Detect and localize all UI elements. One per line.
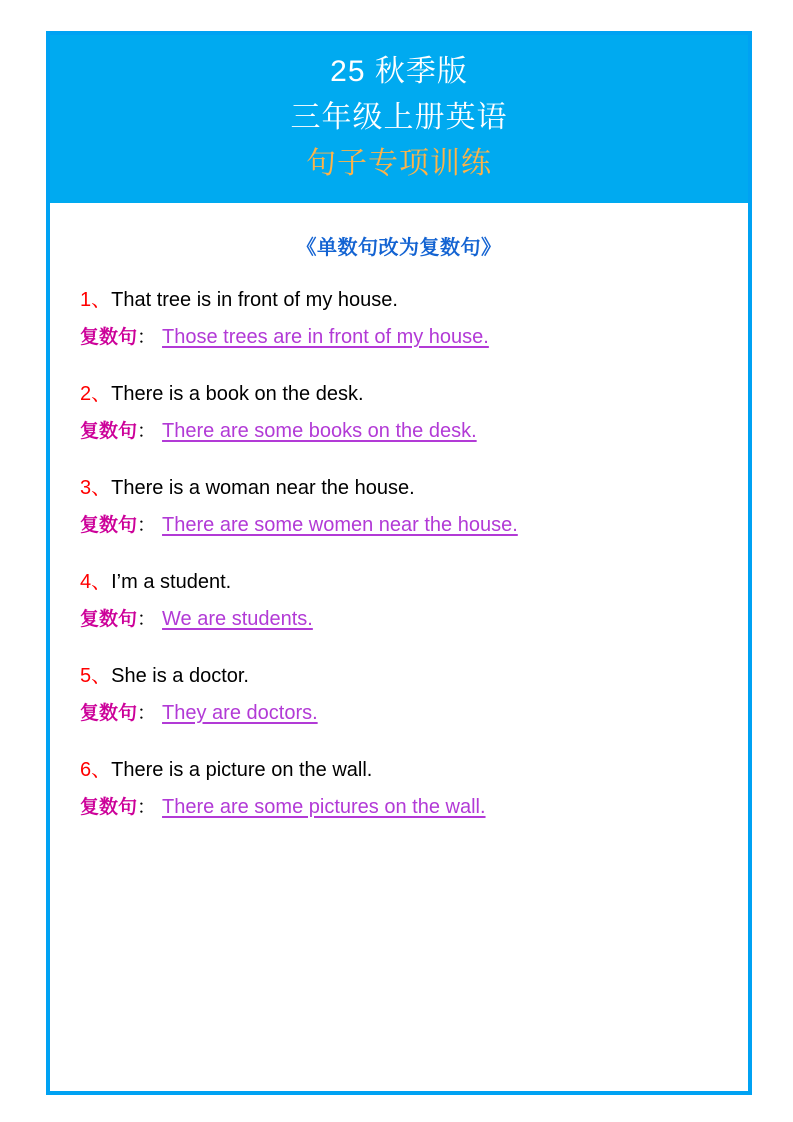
question-number: 2、	[80, 383, 112, 405]
question-text: There is a woman near the house.	[111, 477, 415, 499]
answer-colon: ：	[137, 609, 157, 630]
answer-colon: ：	[137, 327, 157, 348]
answer-text: There are some books on the desk.	[162, 420, 477, 442]
answer-text: They are doctors.	[162, 702, 318, 724]
answer-label: 复数句	[80, 327, 138, 348]
answer-label: 复数句	[80, 703, 138, 724]
answer-line	[80, 605, 718, 634]
question-number: 6、	[80, 759, 112, 781]
answer-label: 复数句	[80, 797, 138, 818]
title-line-edition: 25 秋季版	[330, 55, 468, 88]
question-number: 1、	[80, 289, 112, 311]
list-item	[80, 380, 718, 446]
answer-colon: ：	[137, 703, 157, 724]
question-text: There is a book on the desk.	[111, 383, 364, 405]
question-number: 3、	[80, 477, 112, 499]
question-number: 4、	[80, 571, 112, 593]
question-line	[80, 756, 718, 784]
answer-line	[80, 699, 718, 728]
list-item	[80, 756, 718, 822]
question-text: That tree is in front of my house.	[111, 289, 398, 311]
list-item	[80, 474, 718, 540]
answer-colon: ：	[137, 421, 157, 442]
answer-line	[80, 793, 718, 822]
list-item	[80, 662, 718, 728]
answer-label: 复数句	[80, 515, 138, 536]
answer-text: We are students.	[162, 608, 313, 630]
question-text: There is a picture on the wall.	[111, 759, 373, 781]
question-line	[80, 568, 718, 596]
answer-line	[80, 323, 718, 352]
list-item	[80, 286, 718, 352]
answer-line	[80, 511, 718, 540]
question-number: 5、	[80, 665, 112, 687]
title-line-topic: 句子专项训练	[306, 147, 492, 180]
title-line-grade: 三年级上册英语	[290, 101, 508, 134]
answer-line	[80, 417, 718, 446]
answer-colon: ：	[137, 515, 157, 536]
answer-text: Those trees are in front of my house.	[162, 326, 489, 348]
question-text: She is a doctor.	[111, 665, 249, 687]
question-line	[80, 474, 718, 502]
section-subtitle: 《单数句改为复数句》	[296, 237, 502, 259]
question-line	[80, 286, 718, 314]
answer-colon: ：	[137, 797, 157, 818]
answer-label: 复数句	[80, 609, 138, 630]
title-banner	[50, 35, 748, 203]
list-item	[80, 568, 718, 634]
worksheet-sheet	[46, 31, 752, 1095]
question-line	[80, 380, 718, 408]
question-line	[80, 662, 718, 690]
exercise-list	[50, 260, 748, 822]
answer-label: 复数句	[80, 421, 138, 442]
answer-text: There are some women near the house.	[162, 514, 518, 536]
answer-text: There are some pictures on the wall.	[162, 796, 486, 818]
question-text: I’m a student.	[111, 571, 232, 593]
